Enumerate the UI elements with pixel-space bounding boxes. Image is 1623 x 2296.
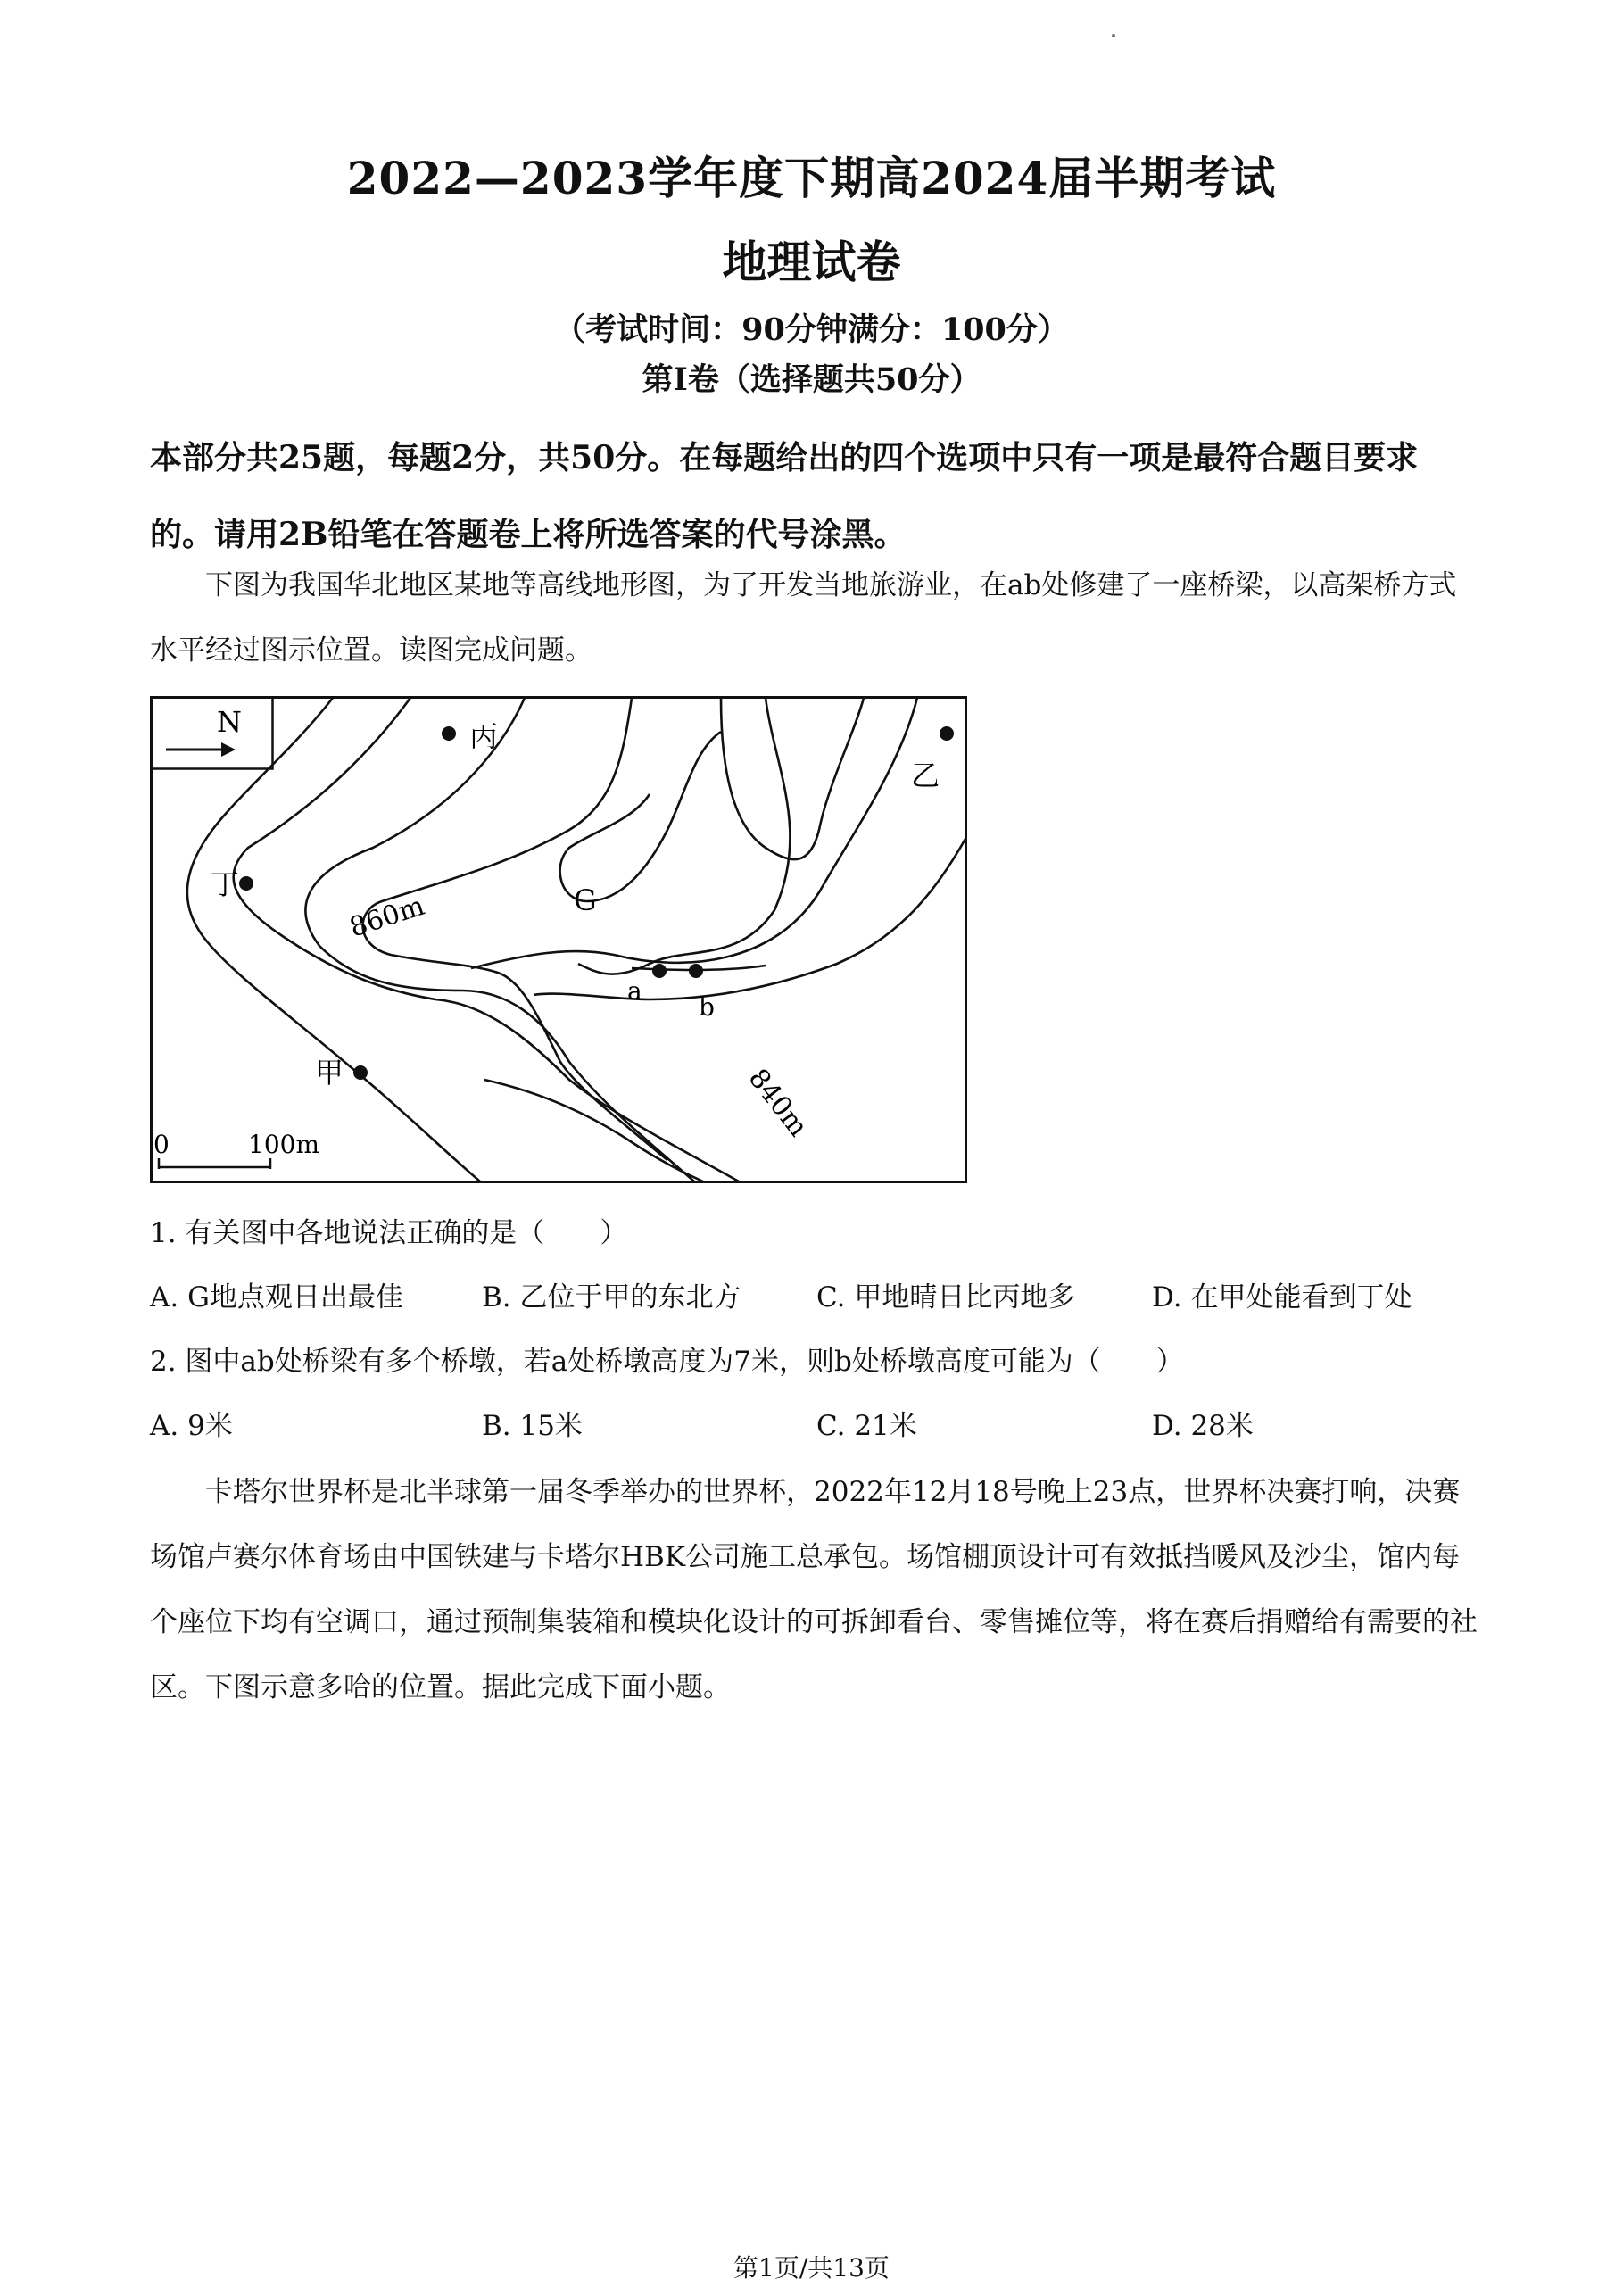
place-ding-dot xyxy=(239,876,253,891)
question-1-stem: 1. 有关图中各地说法正确的是（ ） xyxy=(150,1217,628,1249)
q2-option-b[interactable]: B. 15米 xyxy=(482,1410,583,1442)
point-a-label: a xyxy=(627,976,642,1006)
question-2-stem: 2. 图中ab处桥梁有多个桥墩，若a处桥墩高度为7米，则b处桥墩高度可能为（ ） xyxy=(150,1346,1184,1378)
q2-option-a[interactable]: A. 9米 xyxy=(150,1410,233,1442)
q1-option-b[interactable]: B. 乙位于甲的东北方 xyxy=(482,1281,741,1314)
page-footer: 第1页/共13页 xyxy=(733,2253,890,2283)
north-label: N xyxy=(217,705,242,739)
q2-option-c[interactable]: C. 21米 xyxy=(816,1410,917,1442)
place-bing-label: 丙 xyxy=(469,719,499,753)
place-jia-dot xyxy=(353,1065,368,1080)
contour-840-label: 840m xyxy=(741,1063,815,1143)
place-ding-label: 丁 xyxy=(211,867,240,901)
scale-length: 100m xyxy=(248,1130,319,1159)
point-a-dot xyxy=(652,964,667,978)
contour-map xyxy=(150,696,967,1183)
scale-zero: 0 xyxy=(153,1130,170,1159)
q1-option-c[interactable]: C. 甲地晴日比丙地多 xyxy=(816,1281,1076,1314)
place-g-label: G xyxy=(574,883,597,917)
contour-860-label: 860m xyxy=(345,890,428,944)
exam-meta: （考试时间：90分钟满分：100分） xyxy=(554,311,1069,348)
place-yi-label: 乙 xyxy=(911,758,940,792)
q1-option-a[interactable]: A. G地点观日出最佳 xyxy=(150,1281,403,1314)
place-yi-dot xyxy=(940,726,954,741)
q2-option-d[interactable]: D. 28米 xyxy=(1152,1410,1254,1442)
point-b-dot xyxy=(689,964,703,978)
place-jia-label: 甲 xyxy=(315,1056,344,1090)
exam-subject: 地理试卷 xyxy=(722,236,901,288)
passage-1: 下图为我国华北地区某地等高线地形图，为了开发当地旅游业，在ab处修建了一座桥梁，以高架桥方式水平经过图示位置。读图完成问题。 xyxy=(150,569,1457,667)
q1-option-d[interactable]: D. 在甲处能看到丁处 xyxy=(1152,1281,1412,1314)
passage-2: 卡塔尔世界杯是北半球第一届冬季举办的世界杯，2022年12月18号晚上23点，世界杯决赛打响，决赛场馆卢赛尔体育场由中国铁建与卡塔尔HBK公司施工总承包。场馆棚顶设计可有效抵挡暖风及沙尘，馆内每个座位下均有空调口，通过预制集装箱和模块化设计的可拆卸看台、零售摊位等，将在赛后捐赠给有需要的社区。下图示意多哈的位置。据此完成下面小题。 xyxy=(150,1476,1478,1703)
scan-dot xyxy=(1112,34,1115,37)
exam-title: 2022—2023学年度下期高2024届半期考试 xyxy=(346,152,1277,204)
point-b-label: b xyxy=(699,992,715,1022)
place-bing-dot xyxy=(442,726,456,741)
instructions: 本部分共25题，每题2分，共50分。在每题给出的四个选项中只有一项是最符合题目要求的。请用2B铅笔在答题卷上将所选答案的代号涂黑。 xyxy=(150,439,1419,553)
section-heading: 第Ⅰ卷（选择题共50分） xyxy=(642,361,981,398)
